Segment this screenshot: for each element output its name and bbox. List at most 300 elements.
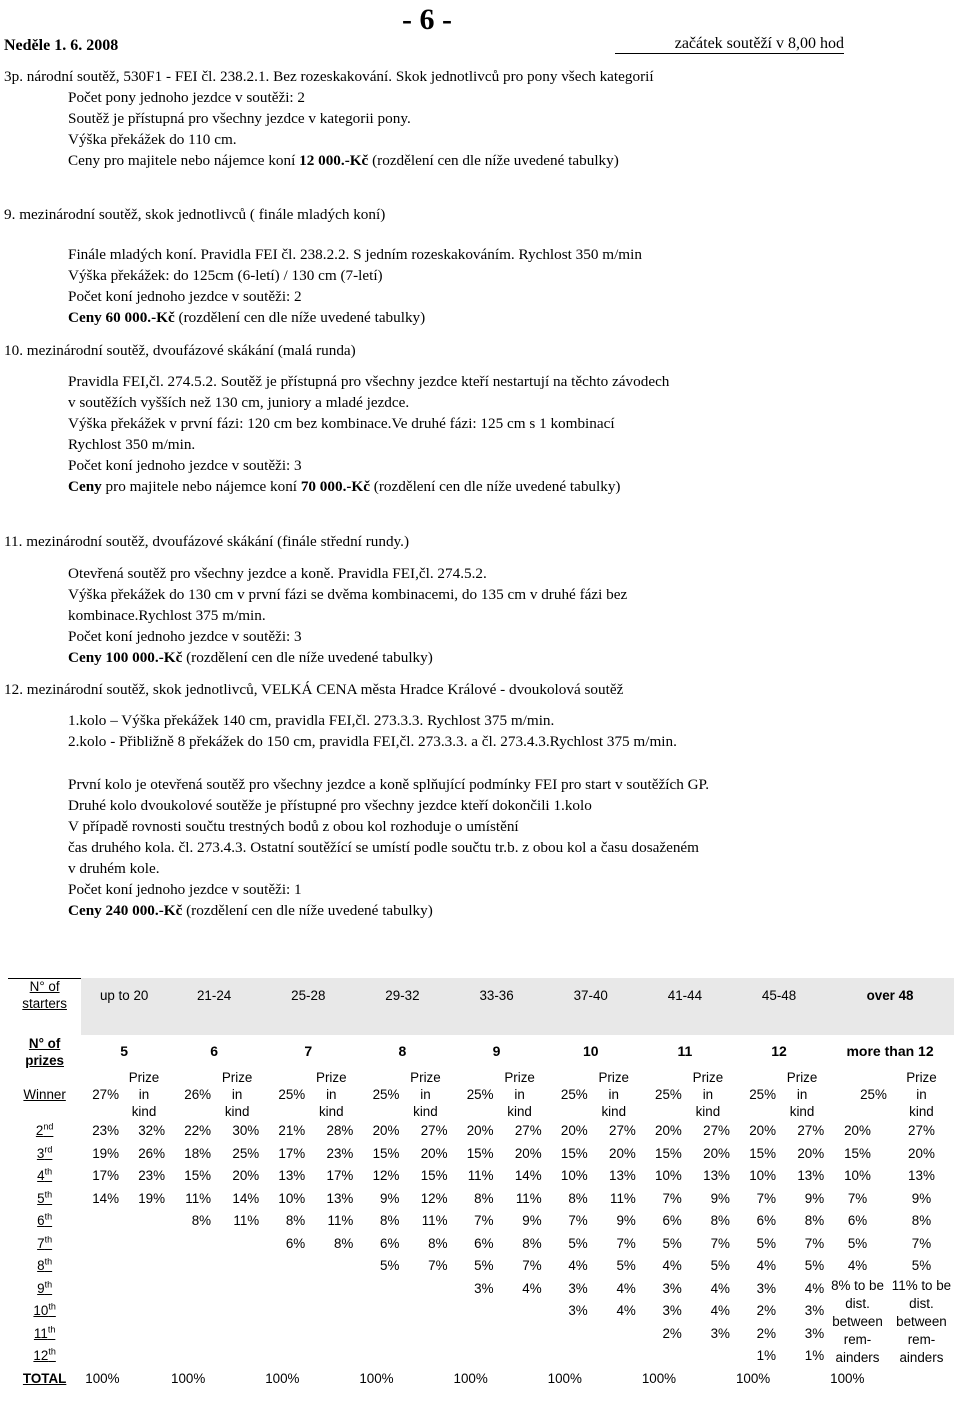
percent-max: 20% bbox=[609, 1145, 636, 1161]
percent-min bbox=[450, 1300, 496, 1323]
percent-min: 4% bbox=[662, 1258, 682, 1274]
percent-max: 28% bbox=[326, 1123, 354, 1139]
percent-min bbox=[167, 1232, 213, 1255]
percent-max bbox=[401, 1345, 449, 1368]
percent-min bbox=[81, 1322, 121, 1345]
place-number: 5 bbox=[37, 1190, 45, 1206]
section-11 bbox=[4, 531, 627, 668]
percent-min: 20% bbox=[466, 1123, 494, 1139]
percent-min bbox=[81, 1232, 121, 1255]
section-3-line: 3p. národní soutěž, 530F1 - FEI čl. 238.2.1. Bez rozeskakování. Skok jednotlivců pro pony všech kategorií bbox=[4, 68, 654, 85]
percent-min: 7% bbox=[847, 1190, 868, 1206]
place-number: 11 bbox=[33, 1325, 48, 1341]
place-row bbox=[8, 1345, 954, 1368]
starters-cell: up to 20 bbox=[81, 978, 167, 1012]
section-10-title: 10. mezinárodní soutěž, dvoufázové skákání (malá runda) bbox=[4, 342, 356, 359]
percent-min: 4% bbox=[847, 1258, 868, 1274]
percent-min: 3% bbox=[474, 1280, 494, 1296]
starters-cell: 21-24 bbox=[167, 978, 261, 1012]
percent-max: 19% bbox=[138, 1190, 166, 1206]
percent-max: 4% bbox=[804, 1280, 825, 1296]
place-number: 4 bbox=[37, 1168, 45, 1184]
percent-min: 15% bbox=[655, 1145, 682, 1161]
percent-min: 7% bbox=[568, 1213, 588, 1229]
place-number: 3 bbox=[36, 1145, 45, 1161]
place-suffix: rd bbox=[44, 1144, 53, 1155]
total-cell: 100% bbox=[641, 1370, 677, 1386]
percent-min: 4% bbox=[568, 1258, 588, 1274]
section-11-prize: Ceny 100 000.-Kč (rozdělení cen dle níže uvedené tabulky) bbox=[68, 649, 433, 666]
percent-max: 9% bbox=[616, 1213, 636, 1229]
page-header bbox=[0, 0, 960, 60]
place-number: 9 bbox=[37, 1280, 45, 1296]
percent-min bbox=[638, 1345, 684, 1368]
total-label: TOTAL bbox=[22, 1370, 67, 1386]
percent-min: 6% bbox=[756, 1213, 776, 1229]
place-row bbox=[8, 1142, 954, 1165]
percent-max: 11% bbox=[421, 1213, 448, 1229]
place-number: 10 bbox=[33, 1303, 49, 1319]
section-10-line: v soutěžích vyšších než 130 cm, juniory a mladé jezdce. bbox=[68, 394, 410, 411]
prizes-cell: 5 bbox=[120, 1043, 129, 1059]
place-row bbox=[8, 1277, 954, 1300]
percent-min: 3% bbox=[756, 1280, 776, 1296]
total-cell: 100% bbox=[735, 1370, 771, 1386]
winner-prize-in-kind: Prize in kind bbox=[786, 1069, 818, 1119]
total-cell: 100% bbox=[265, 1370, 300, 1386]
starters-cell: 25-28 bbox=[261, 978, 355, 1012]
percent-min: 11% bbox=[185, 1190, 212, 1206]
header-start-time: začátek soutěží v 8,00 hod bbox=[615, 35, 844, 54]
section-10 bbox=[4, 340, 669, 497]
percent-max: 23% bbox=[138, 1168, 166, 1184]
section-10-line: Rychlost 350 m/min. bbox=[68, 436, 196, 453]
place-number: 2 bbox=[35, 1123, 44, 1139]
percent-min: 6% bbox=[285, 1235, 306, 1251]
percent-max: 7% bbox=[804, 1235, 825, 1251]
percent-min: 10% bbox=[278, 1190, 306, 1206]
percent-min bbox=[261, 1255, 307, 1278]
percent-min: 3% bbox=[662, 1280, 682, 1296]
section-11-title: 11. mezinárodní soutěž, dvoufázové skákání (finále střední rundy.) bbox=[4, 533, 410, 550]
percent-min: 5% bbox=[380, 1258, 400, 1274]
percent-max: 27% bbox=[609, 1123, 636, 1139]
section-12-title: 12. mezinárodní soutěž, skok jednotlivců, VELKÁ CENA města Hradce Králové - dvoukolová soutěž bbox=[4, 681, 624, 698]
percent-max bbox=[590, 1345, 638, 1368]
percent-max: 11% bbox=[233, 1213, 260, 1229]
percent-max: 9% bbox=[911, 1190, 932, 1206]
percent-max: 14% bbox=[232, 1190, 260, 1206]
percent-min: 15% bbox=[844, 1145, 871, 1161]
place-suffix: th bbox=[44, 1166, 53, 1177]
section-12-line: V případě rovnosti součtu trestných bodů z obou kol rozhoduje o umístění bbox=[68, 818, 519, 835]
percent-max bbox=[213, 1277, 261, 1300]
percent-max bbox=[213, 1300, 261, 1323]
percent-max: 8% bbox=[522, 1235, 542, 1251]
percent-min: 10% bbox=[749, 1168, 776, 1184]
percent-min: 8% bbox=[191, 1213, 212, 1229]
winner-percent: 25% bbox=[466, 1086, 494, 1102]
place-row bbox=[8, 1120, 954, 1143]
place-label bbox=[8, 1232, 81, 1255]
percent-min bbox=[261, 1322, 307, 1345]
percent-min: 6% bbox=[662, 1213, 682, 1229]
section-10-line: Počet koní jednoho jezdce v soutěži: 3 bbox=[68, 457, 302, 474]
percent-min: 7% bbox=[474, 1213, 494, 1229]
percent-max: 17% bbox=[326, 1168, 354, 1184]
section-9-line: Výška překážek: do 125cm (6-letí) / 130 cm (7-letí) bbox=[68, 267, 383, 284]
prizes-label: N° of prizes bbox=[25, 1035, 64, 1068]
section-3-prize: Ceny pro majitele nebo nájemce koní 12 000.-Kč (rozdělení cen dle níže uvedené tabulky) bbox=[68, 152, 619, 169]
percent-max bbox=[590, 1322, 638, 1345]
percent-max bbox=[213, 1255, 261, 1278]
place-row bbox=[8, 1232, 954, 1255]
percent-min: 7% bbox=[662, 1190, 682, 1206]
percent-max: 30% bbox=[232, 1123, 260, 1139]
percent-max: 4% bbox=[616, 1280, 636, 1296]
percent-min: 3% bbox=[662, 1303, 682, 1319]
percent-max bbox=[121, 1322, 167, 1345]
place-suffix: th bbox=[47, 1324, 56, 1335]
section-9-line: Počet koní jednoho jezdce v soutěži: 2 bbox=[68, 288, 302, 305]
percent-max: 9% bbox=[804, 1190, 825, 1206]
percent-max: 13% bbox=[609, 1168, 636, 1184]
section-11-line: kombinace.Rychlost 375 m/min. bbox=[68, 607, 266, 624]
starters-label: N° of starters bbox=[22, 979, 67, 1011]
section-12-prize: Ceny 240 000.-Kč (rozdělení cen dle níže uvedené tabulky) bbox=[68, 902, 433, 919]
percent-max: 5% bbox=[804, 1258, 825, 1274]
starters-row bbox=[8, 978, 954, 1012]
percent-min bbox=[261, 1345, 307, 1368]
place-suffix: th bbox=[44, 1256, 53, 1267]
place-row bbox=[8, 1322, 954, 1345]
prizes-cell: more than 12 bbox=[846, 1043, 934, 1059]
percent-min: 2% bbox=[662, 1325, 682, 1341]
winner-percent: 27% bbox=[92, 1086, 119, 1102]
percent-min bbox=[81, 1277, 121, 1300]
percent-max: 9% bbox=[710, 1190, 730, 1206]
percent-min: 15% bbox=[466, 1145, 494, 1161]
percent-max: 5% bbox=[616, 1258, 636, 1274]
percent-min: 20% bbox=[372, 1123, 400, 1139]
percent-max bbox=[121, 1232, 167, 1255]
percent-min bbox=[544, 1322, 590, 1345]
place-label bbox=[8, 1255, 81, 1278]
percent-max bbox=[121, 1345, 167, 1368]
percent-max: 23% bbox=[326, 1145, 354, 1161]
percent-max bbox=[496, 1300, 544, 1323]
percent-min: 20% bbox=[655, 1123, 682, 1139]
percent-min: 10% bbox=[560, 1168, 588, 1184]
percent-max: 7% bbox=[710, 1235, 730, 1251]
winner-prize-in-kind: Prize in kind bbox=[598, 1069, 629, 1119]
percent-min: 5% bbox=[662, 1235, 682, 1251]
section-9-line: Finále mladých koní. Pravidla FEI čl. 238.2.2. S jedním rozeskakováním. Rychlost 350 m/min bbox=[68, 246, 642, 263]
percent-max bbox=[121, 1300, 167, 1323]
place-label bbox=[8, 1120, 81, 1143]
winner-percent: 26% bbox=[184, 1086, 212, 1102]
prizes-cell: 12 bbox=[771, 1043, 787, 1059]
remainder-note-b: 11% to be dist. between rem-ainders bbox=[891, 1278, 952, 1365]
percent-min: 11% bbox=[467, 1168, 494, 1184]
total-row bbox=[8, 1367, 954, 1390]
percent-max: 27% bbox=[908, 1123, 935, 1139]
percent-min: 8% bbox=[568, 1190, 588, 1206]
total-cell: 100% bbox=[359, 1370, 394, 1386]
place-suffix: th bbox=[48, 1346, 56, 1357]
percent-min: 21% bbox=[278, 1123, 306, 1139]
percent-min: 17% bbox=[278, 1145, 306, 1161]
percent-max: 8% bbox=[804, 1213, 825, 1229]
total-cell: 100% bbox=[547, 1370, 582, 1386]
winner-percent: 25% bbox=[860, 1086, 887, 1102]
place-suffix: nd bbox=[43, 1121, 54, 1132]
percent-max: 5% bbox=[710, 1258, 730, 1274]
place-number: 8 bbox=[37, 1258, 45, 1274]
percent-min: 6% bbox=[380, 1235, 400, 1251]
percent-max: 25% bbox=[232, 1145, 260, 1161]
starters-cell: 33-36 bbox=[450, 978, 544, 1012]
percent-max: 15% bbox=[420, 1168, 448, 1184]
percent-max: 9% bbox=[522, 1213, 542, 1229]
percent-max: 13% bbox=[908, 1168, 935, 1184]
place-row bbox=[8, 1165, 954, 1188]
percent-min: 13% bbox=[278, 1168, 306, 1184]
percent-min bbox=[450, 1345, 496, 1368]
percent-min bbox=[81, 1255, 121, 1278]
place-number: 6 bbox=[37, 1213, 45, 1229]
percent-max bbox=[213, 1345, 261, 1368]
percent-min bbox=[81, 1210, 121, 1233]
percent-max: 3% bbox=[804, 1303, 825, 1319]
total-cell: 100% bbox=[171, 1370, 206, 1386]
remainder-note-a: 8% to be dist. between rem-ainders bbox=[831, 1278, 884, 1365]
percent-max bbox=[213, 1322, 261, 1345]
winner-prize-in-kind: Prize in kind bbox=[504, 1069, 535, 1119]
section-10-line: Pravidla FEI,čl. 274.5.2. Soutěž je přístupná pro všechny jezdce kteří nestartují na těchto závodech bbox=[68, 373, 670, 390]
section-12 bbox=[4, 679, 709, 921]
percent-min: 18% bbox=[184, 1145, 212, 1161]
percent-min: 10% bbox=[655, 1168, 682, 1184]
winner-prize-in-kind: Prize in kind bbox=[906, 1069, 937, 1119]
place-suffix: th bbox=[48, 1301, 56, 1312]
place-label bbox=[8, 1322, 81, 1345]
place-suffix: th bbox=[44, 1189, 53, 1200]
place-suffix: th bbox=[44, 1279, 53, 1290]
percent-max: 7% bbox=[428, 1258, 448, 1274]
percent-min: 3% bbox=[568, 1280, 588, 1296]
page-number: - 6 - bbox=[402, 3, 452, 36]
percent-min: 22% bbox=[184, 1123, 212, 1139]
percent-min: 7% bbox=[756, 1190, 776, 1206]
percent-min: 8% bbox=[285, 1213, 306, 1229]
percent-max: 8% bbox=[428, 1235, 448, 1251]
percent-max: 11% bbox=[610, 1190, 636, 1206]
header-date: Neděle 1. 6. 2008 bbox=[4, 37, 119, 54]
percent-max: 7% bbox=[616, 1235, 636, 1251]
winner-percent: 25% bbox=[560, 1086, 588, 1102]
percent-min: 19% bbox=[92, 1145, 119, 1161]
section-11-line: Počet koní jednoho jezdce v soutěži: 3 bbox=[68, 628, 302, 645]
section-9-prize: Ceny 60 000.-Kč (rozdělení cen dle níže uvedené tabulky) bbox=[68, 309, 426, 326]
percent-min bbox=[167, 1255, 213, 1278]
total-cell: 100% bbox=[453, 1370, 488, 1386]
percent-max bbox=[307, 1277, 355, 1300]
percent-max: 1% bbox=[804, 1348, 825, 1364]
place-number: 7 bbox=[37, 1235, 45, 1251]
percent-min: 4% bbox=[756, 1258, 776, 1274]
percent-max bbox=[684, 1345, 732, 1368]
percent-max: 20% bbox=[797, 1145, 825, 1161]
percent-max: 13% bbox=[326, 1190, 354, 1206]
percent-max bbox=[121, 1277, 167, 1300]
percent-max: 27% bbox=[797, 1123, 825, 1139]
place-label bbox=[8, 1142, 81, 1165]
prizes-cell: 10 bbox=[582, 1043, 599, 1059]
percent-max: 20% bbox=[420, 1145, 448, 1161]
percent-max bbox=[307, 1322, 355, 1345]
place-row bbox=[8, 1187, 954, 1210]
percent-min: 10% bbox=[844, 1168, 871, 1184]
place-label bbox=[8, 1165, 81, 1188]
winner-percent: 25% bbox=[372, 1086, 400, 1102]
section-12-line: První kolo je otevřená soutěž pro všechny jezdce a koně splňující podmínky FEI pro start v soutěžích GP. bbox=[68, 776, 710, 793]
percent-min: 5% bbox=[568, 1235, 588, 1251]
section-3-line: Výška překážek do 110 cm. bbox=[68, 131, 237, 148]
percent-max: 4% bbox=[710, 1303, 730, 1319]
percent-max bbox=[213, 1232, 261, 1255]
percent-max: 5% bbox=[911, 1258, 932, 1274]
percent-max: 14% bbox=[514, 1168, 542, 1184]
place-suffix: th bbox=[44, 1211, 53, 1222]
percent-min bbox=[81, 1345, 121, 1368]
percent-min: 17% bbox=[92, 1168, 119, 1184]
percent-min: 9% bbox=[380, 1190, 400, 1206]
starters-cell: 41-44 bbox=[638, 978, 732, 1012]
section-9 bbox=[4, 204, 642, 328]
percent-min: 20% bbox=[844, 1123, 871, 1139]
percent-max: 20% bbox=[703, 1145, 730, 1161]
percent-min: 2% bbox=[756, 1325, 776, 1341]
percent-min bbox=[355, 1277, 401, 1300]
winner-prize-in-kind: Prize in kind bbox=[128, 1069, 160, 1119]
percent-min bbox=[81, 1300, 121, 1323]
section-12-line: v druhém kole. bbox=[68, 860, 160, 877]
percent-min: 5% bbox=[474, 1258, 494, 1274]
winner-prize-in-kind: Prize in kind bbox=[692, 1069, 724, 1119]
percent-max bbox=[121, 1255, 167, 1278]
percent-max bbox=[401, 1277, 449, 1300]
percent-min: 20% bbox=[560, 1123, 588, 1139]
percent-max: 12% bbox=[420, 1190, 448, 1206]
percent-max bbox=[307, 1345, 355, 1368]
percent-max: 11% bbox=[515, 1190, 542, 1206]
percent-min: 12% bbox=[372, 1168, 400, 1184]
percent-max: 8% bbox=[333, 1235, 354, 1251]
percent-max: 8% bbox=[710, 1213, 730, 1229]
percent-min: 15% bbox=[560, 1145, 588, 1161]
percent-min bbox=[355, 1345, 401, 1368]
winner-percent: 25% bbox=[655, 1086, 682, 1102]
section-3-line: Soutěž je přístupná pro všechny jezdce v kategorii pony. bbox=[68, 110, 411, 127]
percent-max: 4% bbox=[616, 1303, 636, 1319]
percent-max: 7% bbox=[911, 1235, 932, 1251]
starters-cell: 45-48 bbox=[732, 978, 826, 1012]
place-number: 12 bbox=[33, 1348, 49, 1364]
section-11-line: Výška překážek do 130 cm v první fázi se dvěma kombinacemi, do 135 cm v druhé fázi bez bbox=[68, 586, 628, 603]
percent-max: 13% bbox=[797, 1168, 825, 1184]
winner-prize-in-kind: Prize in kind bbox=[316, 1069, 347, 1119]
percent-min bbox=[167, 1322, 213, 1345]
percent-max: 4% bbox=[522, 1280, 542, 1296]
winner-prize-in-kind: Prize in kind bbox=[410, 1069, 441, 1119]
winner-label: Winner bbox=[23, 1086, 66, 1102]
percent-max: 32% bbox=[138, 1123, 166, 1139]
percent-min: 15% bbox=[749, 1145, 776, 1161]
percent-min bbox=[167, 1345, 213, 1368]
place-label bbox=[8, 1300, 81, 1323]
percent-min: 14% bbox=[92, 1190, 119, 1206]
percent-min: 2% bbox=[756, 1303, 776, 1319]
section-12-line: Počet koní jednoho jezdce v soutěži: 1 bbox=[68, 881, 302, 898]
prizes-cell: 6 bbox=[210, 1043, 218, 1059]
section-9-title: 9. mezinárodní soutěž, skok jednotlivců ( finále mladých koní) bbox=[4, 206, 386, 223]
percent-max: 26% bbox=[138, 1145, 166, 1161]
starters-cell: over 48 bbox=[826, 978, 954, 1012]
place-row bbox=[8, 1300, 954, 1323]
percent-min: 5% bbox=[756, 1235, 776, 1251]
percent-min: 15% bbox=[184, 1168, 212, 1184]
percent-min: 8% bbox=[474, 1190, 494, 1206]
place-label bbox=[8, 1345, 81, 1368]
place-label bbox=[8, 1187, 81, 1210]
winner-percent: 25% bbox=[278, 1086, 306, 1102]
percent-min bbox=[261, 1277, 307, 1300]
section-12-line: čas druhého kola. čl. 273.4.3. Ostatní soutěžící se umístí podle součtu tr.b. z obou kol a času dosaženém bbox=[68, 839, 699, 856]
percent-max: 7% bbox=[522, 1258, 542, 1274]
percent-min bbox=[167, 1300, 213, 1323]
percent-min: 20% bbox=[749, 1123, 776, 1139]
percent-max: 27% bbox=[420, 1123, 448, 1139]
percent-min: 3% bbox=[568, 1303, 588, 1319]
section-3-line: Počet pony jednoho jezdce v soutěži: 2 bbox=[68, 89, 306, 106]
percent-max bbox=[121, 1210, 167, 1233]
percent-max: 3% bbox=[710, 1325, 730, 1341]
percent-min bbox=[544, 1345, 590, 1368]
section-12-line: 1.kolo – Výška překážek 140 cm, pravidla FEI,čl. 273.3.3. Rychlost 375 m/min. bbox=[68, 712, 555, 729]
percent-max: 13% bbox=[703, 1168, 730, 1184]
starters-cell: 37-40 bbox=[544, 978, 638, 1012]
percent-max: 20% bbox=[232, 1168, 260, 1184]
percent-max: 11% bbox=[327, 1213, 354, 1229]
percent-max bbox=[496, 1322, 544, 1345]
percent-min: 15% bbox=[372, 1145, 400, 1161]
percent-max: 4% bbox=[710, 1280, 730, 1296]
winner-percent: 25% bbox=[749, 1086, 776, 1102]
percent-max: 27% bbox=[703, 1123, 730, 1139]
total-cell: 100% bbox=[85, 1370, 120, 1386]
starters-cell: 29-32 bbox=[355, 978, 449, 1012]
winner-prize-in-kind: Prize in kind bbox=[221, 1069, 253, 1119]
percent-min bbox=[261, 1300, 307, 1323]
section-12-line: 2.kolo - Přibližně 8 překážek do 150 cm, pravidla FEI,čl. 273.3.3. a čl. 273.4.3.Rychlost 375 m/min. bbox=[68, 733, 677, 750]
section-12-line: Druhé kolo dvoukolové soutěže je přístupné pro všechny jezdce kteří dokončili 1.kolo bbox=[68, 797, 592, 814]
percent-min: 8% bbox=[380, 1213, 400, 1229]
place-row bbox=[8, 1255, 954, 1278]
percent-max: 27% bbox=[514, 1123, 542, 1139]
section-10-line: Výška překážek v první fázi: 120 cm bez kombinace.Ve druhé fázi: 125 cm s 1 kombinací bbox=[68, 415, 615, 432]
percent-min: 6% bbox=[474, 1235, 494, 1251]
